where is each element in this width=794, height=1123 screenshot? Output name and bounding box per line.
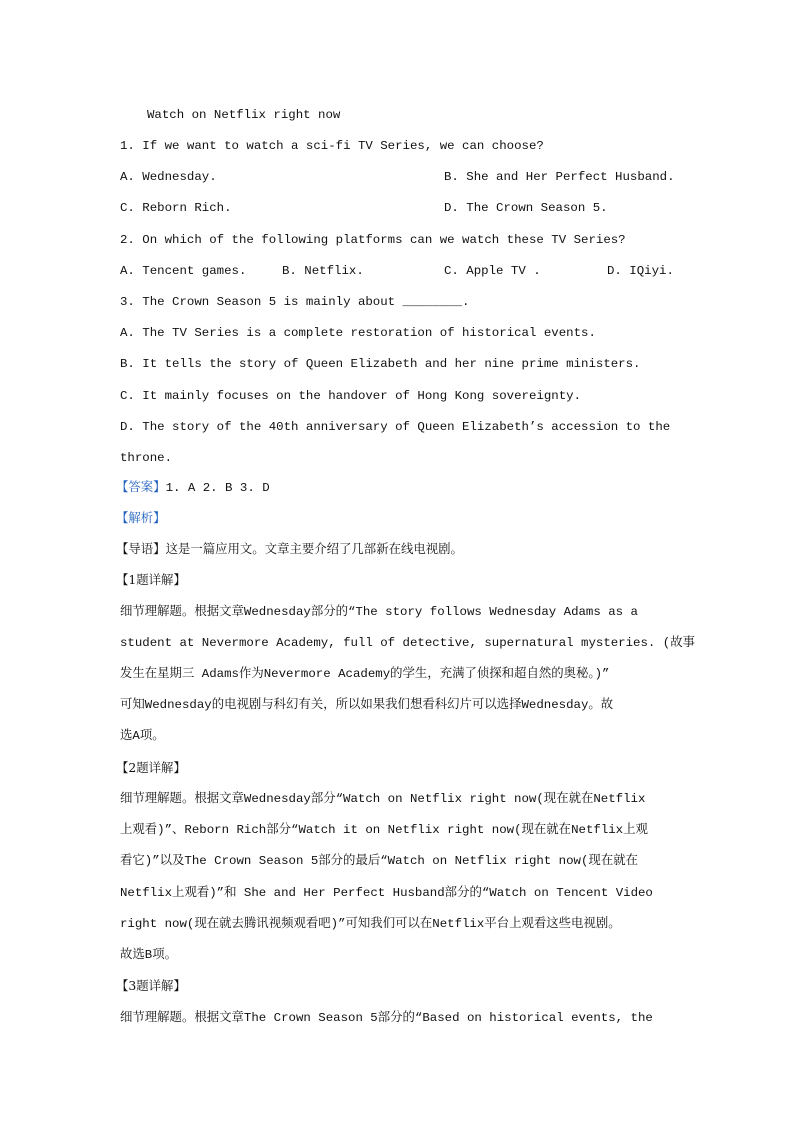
detail-2-line-3: 看它)”以及The Crown Season 5部分的最后“Watch on Netflix right now(现在就在 [120,854,638,868]
answer-text: 1. A 2. B 3. D [165,481,270,495]
question-2-option-d: D. IQiyi. [607,264,674,278]
question-2-stem: 2. On which of the following platforms can we watch these TV Series? [120,233,626,247]
question-1-option-c: C. Reborn Rich. [120,201,232,215]
question-2-option-b: B. Netflix. [282,264,364,278]
detail-1-line-3: 发生在星期三 Adams作为Nevermore Academy的学生，充满了侦探和超自然的奥秘。)” [120,667,610,681]
guide-row [116,541,463,557]
answer-row [116,479,270,496]
detail-1-line-5: 选A项。 [120,729,165,743]
answer-label: 【答案】 [116,479,166,494]
question-3-option-c: C. It mainly focuses on the handover of Hong Kong sovereignty. [120,389,582,403]
guide-label: 【导语】 [116,541,166,556]
question-1-option-a: A. Wednesday. [120,170,217,184]
analysis-label: 【解析】 [116,510,166,525]
detail-1-line-2: student at Nevermore Academy, full of detective, supernatural mysteries. (故事 [120,636,696,650]
question-1-option-b: B. She and Her Perfect Husband. [444,170,675,184]
detail-3-line-1: 细节理解题。根据文章The Crown Season 5部分的“Based on historical events, the [120,1011,653,1025]
detail-3-heading: 【3题详解】 [116,978,186,993]
detail-1-heading: 【1题详解】 [116,572,186,587]
detail-2-line-4: Netflix上观看)”和 She and Her Perfect Husband部分的“Watch on Tencent Video [120,886,653,900]
detail-1-line-4: 可知Wednesday的电视剧与科幻有关，所以如果我们想看科幻片可以选择Wednesday。故 [120,698,614,712]
question-1-stem: 1. If we want to watch a sci-fi TV Series, we can choose? [120,139,544,153]
detail-2-line-5: right now(现在就去腾讯视频观看吧)”可知我们可以在Netflix平台上观看这些电视剧。 [120,917,621,931]
question-2-option-c: C. Apple TV . [444,264,541,278]
question-3-stem: 3. The Crown Season 5 is mainly about ________. [120,295,470,309]
detail-2-line-2: 上观看)”、Reborn Rich部分“Watch it on Netflix right now(现在就在Netflix上观 [120,823,648,837]
question-3-option-d: D. The story of the 40th anniversary of Queen Elizabeth’s accession to the [120,420,671,434]
detail-1-line-1: 细节理解题。根据文章Wednesday部分的“The story follows Wednesday Adams as a [120,605,638,619]
question-1-option-d: D. The Crown Season 5. [444,201,608,215]
detail-2-line-1: 细节理解题。根据文章Wednesday部分“Watch on Netflix right now(现在就在Netflix [120,792,646,806]
guide-text: 这是一篇应用文。文章主要介绍了几部新在线电视剧。 [165,541,463,556]
detail-2-line-6: 故选B项。 [120,948,177,962]
question-3-option-d-continued: throne. [120,451,173,465]
question-2-option-a: A. Tencent games. [120,264,247,278]
intro-line: Watch on Netflix right now [147,108,341,122]
question-3-option-a: A. The TV Series is a complete restoration of historical events. [120,326,596,340]
detail-2-heading: 【2题详解】 [116,760,186,775]
question-3-option-b: B. It tells the story of Queen Elizabeth and her nine prime ministers. [120,357,641,371]
